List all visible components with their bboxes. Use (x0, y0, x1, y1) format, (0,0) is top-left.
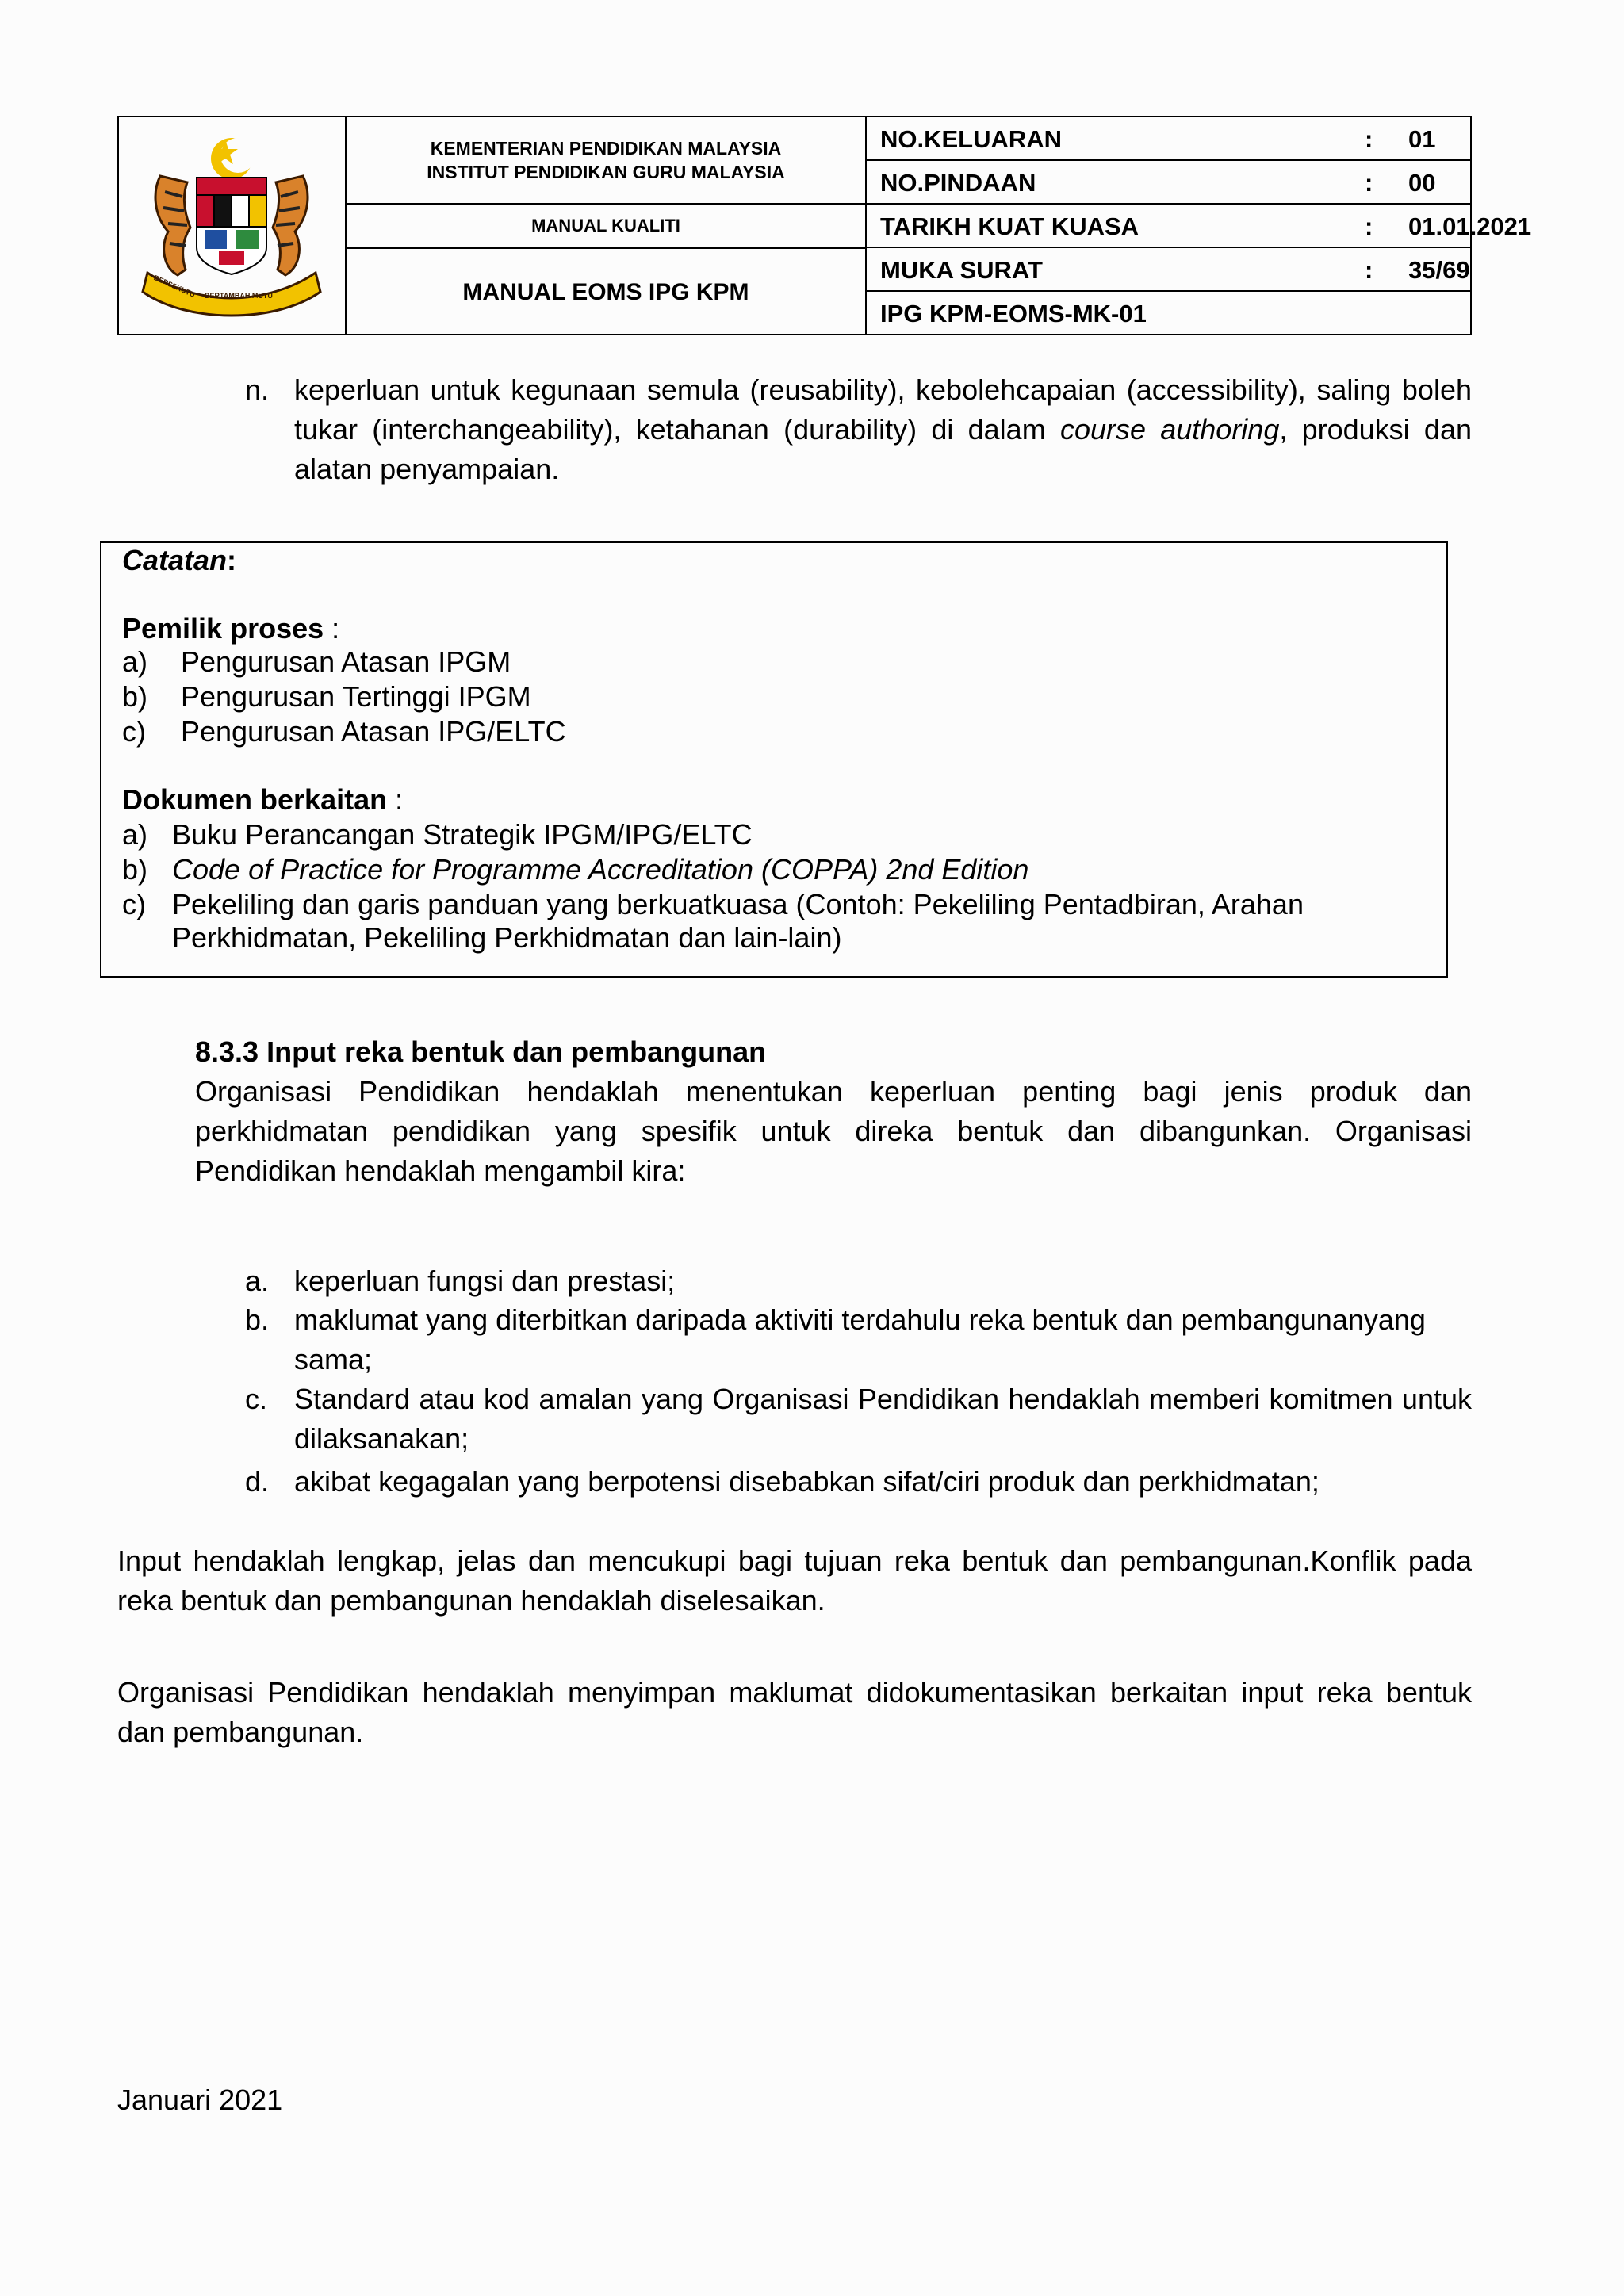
list-item-text: keperluan fungsi dan prestasi; (294, 1265, 676, 1297)
meta-label: TARIKH KUAT KUASA (880, 212, 1139, 240)
header-meta-column (867, 117, 1532, 334)
owner-heading (122, 611, 339, 646)
meta-value: 35/69 (1408, 256, 1470, 284)
list-item-d (245, 1462, 1472, 1502)
meta-value: 01 (1408, 125, 1436, 153)
meta-label: NO.KELUARAN (880, 125, 1063, 153)
list-item-text: akibat kegagalan yang berpotensi disebabkan sifat/ciri produk dan perkhidmatan; (294, 1465, 1320, 1498)
meta-row-effective-date (867, 205, 1532, 248)
doc-item: Pekeliling dan garis panduan yang berkuatkuasa (Contoh: Pekeliling Pentadbiran, Arahan (172, 888, 1304, 920)
footer-date: Januari 2021 (117, 2084, 283, 2116)
meta-row-amendment-no (867, 161, 1470, 205)
manual-type: MANUAL KUALITI (347, 205, 865, 249)
manual-title: MANUAL EOMS IPG KPM (462, 278, 749, 305)
meta-colon: : (1365, 256, 1373, 284)
organisation-line-2: INSTITUT PENDIDIKAN GURU MALAYSIA (427, 162, 785, 182)
coat-of-arms-logo (136, 128, 327, 319)
paragraph-documented-information: Organisasi Pendidikan hendaklah menyimpan maklumat didokumentasikan berkaitan input reka bentuk dan pembangunan. (117, 1676, 1472, 1748)
owner-item: Pengurusan Atasan IPGM (181, 645, 511, 678)
document-header (117, 116, 1532, 335)
owner-heading-text: Pemilik proses (122, 612, 324, 645)
meta-row-issue-no (867, 117, 1470, 161)
meta-colon: : (1365, 125, 1373, 153)
paragraph-input-requirements: Input hendaklah lengkap, jelas dan mencukupi bagi tujuan reka bentuk dan pembangunan.Konflik pada reka bentuk dan pembangunan hendaklah diselesaikan. (117, 1544, 1472, 1617)
note-title (122, 543, 236, 578)
list-marker: n. (245, 373, 270, 406)
logo-scroll-right-text: BERTAMBAH MUTU (205, 292, 273, 300)
meta-colon: : (1365, 169, 1373, 197)
doc-marker: a) (122, 818, 148, 851)
owner-marker: b) (122, 680, 148, 713)
list-item-text: maklumat yang diterbitkan daripada aktiviti terdahulu reka bentuk dan pembangunanyang sama; (294, 1303, 1426, 1376)
owner-marker: c) (122, 715, 146, 748)
meta-label: NO.PINDAAN (880, 169, 1036, 197)
header-middle-column (347, 117, 867, 334)
note-title-text: Catatan (122, 544, 228, 576)
list-item-text (294, 370, 1472, 489)
list-marker: a. (245, 1265, 270, 1297)
meta-value: 01.01.2021 (1408, 212, 1532, 240)
doc-item: Buku Perancangan Strategik IPGM/IPG/ELTC (172, 818, 753, 851)
meta-value: 00 (1408, 169, 1436, 197)
list-item-text: Standard atau kod amalan yang Organisasi Pendidikan hendaklah memberi komitmen untuk dilaksanakan; (294, 1383, 1472, 1455)
logo-cell (119, 117, 347, 334)
meta-label: IPG KPM-EOMS-MK-01 (880, 300, 1147, 327)
section-heading: 8.3.3 Input reka bentuk dan pembangunan (195, 1035, 767, 1068)
list-item-a (245, 1261, 1472, 1301)
meta-label: MUKA SURAT (880, 256, 1043, 284)
list-item-c (245, 1380, 1472, 1459)
owner-item: Pengurusan Tertinggi IPGM (181, 680, 531, 713)
note-title-colon: : (227, 544, 237, 576)
organisation-cell (347, 117, 865, 205)
docs-heading-text: Dokumen berkaitan (122, 783, 388, 816)
meta-row-page-number (867, 248, 1470, 292)
item-text-start: keperluan untuk kegunaan semula (reusability), kebolehcapaian (accessibility), saling boleh tukar (interchangeability), ketahanan (durability) di dalam (294, 373, 1472, 446)
meta-row-document-code (867, 292, 1470, 335)
section-intro: Organisasi Pendidikan hendaklah menentukan keperluan penting bagi jenis produk dan perkhidmatan pendidikan yang spesifik untuk direka bentuk dan dibangunkan. Organisasi Pendidikan hendaklah mengambil kira: (195, 1075, 1472, 1187)
list-marker: b. (245, 1303, 270, 1336)
list-item-n (245, 370, 1472, 489)
doc-marker: b) (122, 853, 148, 886)
doc-marker: c) (122, 888, 146, 920)
docs-heading (122, 783, 403, 817)
list-marker: c. (245, 1383, 268, 1415)
meta-colon: : (1365, 212, 1373, 240)
owner-marker: a) (122, 645, 148, 678)
logo-scroll-left-text: BERSEKUTU (152, 274, 197, 299)
list-marker: d. (245, 1465, 270, 1498)
owner-item: Pengurusan Atasan IPG/ELTC (181, 715, 566, 748)
list-item-b (245, 1300, 1472, 1380)
docs-heading-colon: : (387, 783, 404, 816)
owner-heading-colon: : (324, 612, 340, 645)
organisation-line-1: KEMENTERIAN PENDIDIKAN MALAYSIA (430, 138, 782, 159)
doc-item: Code of Practice for Programme Accreditation (COPPA) 2nd Edition (172, 853, 1029, 886)
doc-item-continuation: Perkhidmatan, Pekeliling Perkhidmatan dan lain-lain) (172, 921, 842, 954)
item-text-italic: course authoring (1059, 413, 1280, 446)
note-box (100, 541, 1448, 978)
item-text-end: , produksi dan alatan penyampaian. (294, 413, 1472, 485)
